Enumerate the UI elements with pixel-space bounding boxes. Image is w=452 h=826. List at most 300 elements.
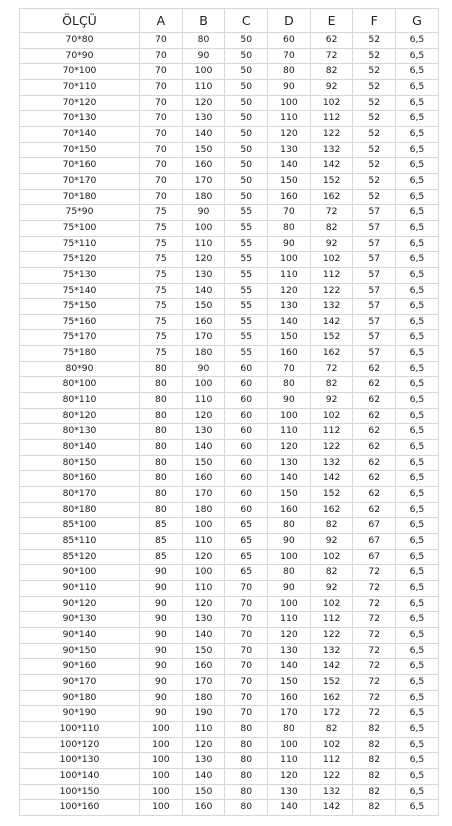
cell-a: 90 xyxy=(140,612,183,628)
cell-e: 92 xyxy=(310,580,353,596)
cell-olcu: 90*150 xyxy=(20,643,140,659)
cell-a: 90 xyxy=(140,690,183,706)
cell-c: 55 xyxy=(225,220,268,236)
cell-d: 100 xyxy=(268,549,311,565)
cell-olcu: 80*90 xyxy=(20,361,140,377)
table-row xyxy=(20,283,439,299)
cell-olcu: 100*150 xyxy=(20,784,140,800)
table-row xyxy=(20,173,439,189)
cell-f: 67 xyxy=(353,518,396,534)
cell-f: 62 xyxy=(353,502,396,518)
size-table-container xyxy=(19,8,438,816)
cell-b: 120 xyxy=(182,408,225,424)
cell-e: 102 xyxy=(310,549,353,565)
cell-a: 75 xyxy=(140,330,183,346)
cell-d: 110 xyxy=(268,753,311,769)
cell-f: 82 xyxy=(353,721,396,737)
cell-a: 70 xyxy=(140,126,183,142)
cell-c: 60 xyxy=(225,408,268,424)
cell-c: 70 xyxy=(225,659,268,675)
cell-d: 80 xyxy=(268,518,311,534)
cell-f: 57 xyxy=(353,252,396,268)
cell-b: 130 xyxy=(182,612,225,628)
table-row xyxy=(20,612,439,628)
cell-g: 6,5 xyxy=(396,252,439,268)
cell-c: 50 xyxy=(225,142,268,158)
header-olcu: ÖLÇÜ xyxy=(20,9,140,33)
cell-e: 82 xyxy=(310,64,353,80)
cell-e: 132 xyxy=(310,299,353,315)
cell-b: 130 xyxy=(182,424,225,440)
cell-g: 6,5 xyxy=(396,283,439,299)
cell-e: 82 xyxy=(310,721,353,737)
cell-f: 82 xyxy=(353,768,396,784)
table-row xyxy=(20,659,439,675)
cell-olcu: 80*110 xyxy=(20,393,140,409)
cell-b: 160 xyxy=(182,471,225,487)
cell-g: 6,5 xyxy=(396,330,439,346)
table-row xyxy=(20,64,439,80)
cell-b: 180 xyxy=(182,502,225,518)
cell-olcu: 85*120 xyxy=(20,549,140,565)
cell-f: 62 xyxy=(353,471,396,487)
cell-e: 82 xyxy=(310,518,353,534)
cell-c: 50 xyxy=(225,64,268,80)
cell-d: 150 xyxy=(268,487,311,503)
cell-a: 80 xyxy=(140,424,183,440)
table-row xyxy=(20,424,439,440)
cell-g: 6,5 xyxy=(396,721,439,737)
cell-g: 6,5 xyxy=(396,502,439,518)
cell-olcu: 80*100 xyxy=(20,377,140,393)
cell-e: 112 xyxy=(310,612,353,628)
cell-f: 52 xyxy=(353,48,396,64)
cell-olcu: 80*160 xyxy=(20,471,140,487)
cell-g: 6,5 xyxy=(396,126,439,142)
cell-f: 72 xyxy=(353,706,396,722)
cell-f: 72 xyxy=(353,627,396,643)
cell-g: 6,5 xyxy=(396,424,439,440)
cell-d: 120 xyxy=(268,126,311,142)
cell-f: 57 xyxy=(353,314,396,330)
cell-e: 72 xyxy=(310,48,353,64)
cell-a: 80 xyxy=(140,393,183,409)
cell-g: 6,5 xyxy=(396,471,439,487)
cell-olcu: 70*150 xyxy=(20,142,140,158)
cell-olcu: 100*110 xyxy=(20,721,140,737)
cell-d: 130 xyxy=(268,784,311,800)
cell-a: 80 xyxy=(140,377,183,393)
cell-a: 70 xyxy=(140,64,183,80)
table-row xyxy=(20,690,439,706)
cell-e: 102 xyxy=(310,737,353,753)
cell-olcu: 75*180 xyxy=(20,346,140,362)
cell-b: 160 xyxy=(182,800,225,816)
cell-f: 57 xyxy=(353,236,396,252)
cell-a: 80 xyxy=(140,440,183,456)
table-row xyxy=(20,487,439,503)
table-body xyxy=(20,33,439,816)
table-header-row xyxy=(20,9,439,33)
cell-c: 65 xyxy=(225,549,268,565)
cell-c: 60 xyxy=(225,424,268,440)
table-row xyxy=(20,205,439,221)
cell-c: 70 xyxy=(225,706,268,722)
cell-olcu: 70*100 xyxy=(20,64,140,80)
table-row xyxy=(20,502,439,518)
table-row xyxy=(20,518,439,534)
cell-e: 82 xyxy=(310,377,353,393)
cell-f: 62 xyxy=(353,361,396,377)
table-row xyxy=(20,534,439,550)
cell-f: 57 xyxy=(353,220,396,236)
cell-f: 57 xyxy=(353,283,396,299)
cell-b: 100 xyxy=(182,518,225,534)
size-table xyxy=(19,8,439,816)
cell-f: 72 xyxy=(353,580,396,596)
cell-g: 6,5 xyxy=(396,487,439,503)
cell-d: 80 xyxy=(268,565,311,581)
cell-f: 67 xyxy=(353,534,396,550)
cell-b: 140 xyxy=(182,126,225,142)
cell-b: 120 xyxy=(182,549,225,565)
cell-e: 62 xyxy=(310,33,353,49)
cell-e: 152 xyxy=(310,330,353,346)
cell-d: 120 xyxy=(268,768,311,784)
cell-d: 90 xyxy=(268,580,311,596)
table-row xyxy=(20,455,439,471)
table-row xyxy=(20,784,439,800)
cell-olcu: 70*90 xyxy=(20,48,140,64)
cell-e: 132 xyxy=(310,142,353,158)
cell-c: 70 xyxy=(225,643,268,659)
cell-c: 55 xyxy=(225,346,268,362)
cell-olcu: 75*130 xyxy=(20,267,140,283)
cell-b: 120 xyxy=(182,95,225,111)
cell-b: 140 xyxy=(182,283,225,299)
cell-olcu: 80*120 xyxy=(20,408,140,424)
cell-olcu: 75*100 xyxy=(20,220,140,236)
cell-b: 100 xyxy=(182,377,225,393)
cell-b: 160 xyxy=(182,314,225,330)
cell-f: 52 xyxy=(353,126,396,142)
cell-a: 75 xyxy=(140,220,183,236)
cell-e: 72 xyxy=(310,205,353,221)
cell-c: 60 xyxy=(225,471,268,487)
cell-c: 60 xyxy=(225,440,268,456)
cell-f: 62 xyxy=(353,455,396,471)
cell-c: 60 xyxy=(225,377,268,393)
cell-b: 120 xyxy=(182,252,225,268)
cell-e: 162 xyxy=(310,690,353,706)
cell-a: 80 xyxy=(140,408,183,424)
cell-g: 6,5 xyxy=(396,64,439,80)
cell-g: 6,5 xyxy=(396,393,439,409)
cell-c: 65 xyxy=(225,565,268,581)
header-a: A xyxy=(140,9,183,33)
cell-a: 70 xyxy=(140,48,183,64)
cell-c: 70 xyxy=(225,612,268,628)
cell-olcu: 80*170 xyxy=(20,487,140,503)
cell-d: 120 xyxy=(268,283,311,299)
cell-b: 100 xyxy=(182,64,225,80)
cell-d: 70 xyxy=(268,205,311,221)
table-row xyxy=(20,330,439,346)
cell-d: 140 xyxy=(268,314,311,330)
table-row xyxy=(20,768,439,784)
cell-a: 100 xyxy=(140,768,183,784)
cell-olcu: 70*110 xyxy=(20,79,140,95)
cell-c: 50 xyxy=(225,189,268,205)
cell-g: 6,5 xyxy=(396,377,439,393)
cell-c: 70 xyxy=(225,627,268,643)
cell-b: 160 xyxy=(182,158,225,174)
cell-d: 100 xyxy=(268,252,311,268)
cell-e: 142 xyxy=(310,314,353,330)
cell-b: 180 xyxy=(182,346,225,362)
cell-c: 50 xyxy=(225,33,268,49)
table-row xyxy=(20,189,439,205)
cell-b: 150 xyxy=(182,455,225,471)
cell-c: 60 xyxy=(225,502,268,518)
cell-b: 110 xyxy=(182,580,225,596)
cell-g: 6,5 xyxy=(396,565,439,581)
cell-b: 140 xyxy=(182,440,225,456)
table-row xyxy=(20,721,439,737)
cell-g: 6,5 xyxy=(396,768,439,784)
cell-b: 180 xyxy=(182,189,225,205)
cell-g: 6,5 xyxy=(396,800,439,816)
cell-a: 90 xyxy=(140,565,183,581)
table-row xyxy=(20,252,439,268)
table-row xyxy=(20,111,439,127)
cell-f: 82 xyxy=(353,784,396,800)
cell-f: 72 xyxy=(353,612,396,628)
cell-f: 52 xyxy=(353,189,396,205)
cell-c: 80 xyxy=(225,784,268,800)
cell-e: 162 xyxy=(310,189,353,205)
cell-a: 80 xyxy=(140,455,183,471)
table-row xyxy=(20,753,439,769)
cell-f: 52 xyxy=(353,95,396,111)
cell-g: 6,5 xyxy=(396,314,439,330)
cell-d: 100 xyxy=(268,408,311,424)
cell-g: 6,5 xyxy=(396,596,439,612)
header-d: D xyxy=(268,9,311,33)
cell-e: 72 xyxy=(310,361,353,377)
cell-a: 90 xyxy=(140,643,183,659)
cell-a: 75 xyxy=(140,314,183,330)
cell-a: 80 xyxy=(140,361,183,377)
table-row xyxy=(20,800,439,816)
cell-g: 6,5 xyxy=(396,737,439,753)
cell-b: 180 xyxy=(182,690,225,706)
table-row xyxy=(20,674,439,690)
table-row xyxy=(20,48,439,64)
table-row xyxy=(20,706,439,722)
cell-c: 65 xyxy=(225,518,268,534)
cell-d: 100 xyxy=(268,596,311,612)
cell-d: 140 xyxy=(268,659,311,675)
cell-a: 70 xyxy=(140,111,183,127)
cell-d: 160 xyxy=(268,346,311,362)
cell-f: 52 xyxy=(353,33,396,49)
cell-c: 70 xyxy=(225,690,268,706)
cell-a: 80 xyxy=(140,487,183,503)
cell-olcu: 70*160 xyxy=(20,158,140,174)
cell-c: 50 xyxy=(225,48,268,64)
cell-e: 112 xyxy=(310,111,353,127)
cell-f: 57 xyxy=(353,267,396,283)
cell-olcu: 80*180 xyxy=(20,502,140,518)
cell-g: 6,5 xyxy=(396,158,439,174)
table-row xyxy=(20,95,439,111)
cell-olcu: 75*120 xyxy=(20,252,140,268)
cell-a: 90 xyxy=(140,659,183,675)
cell-c: 70 xyxy=(225,674,268,690)
cell-olcu: 90*190 xyxy=(20,706,140,722)
header-g: G xyxy=(396,9,439,33)
table-row xyxy=(20,408,439,424)
table-row xyxy=(20,596,439,612)
table-row xyxy=(20,299,439,315)
cell-d: 80 xyxy=(268,377,311,393)
cell-c: 55 xyxy=(225,299,268,315)
cell-b: 130 xyxy=(182,267,225,283)
cell-f: 57 xyxy=(353,205,396,221)
cell-olcu: 70*80 xyxy=(20,33,140,49)
cell-olcu: 80*150 xyxy=(20,455,140,471)
cell-e: 142 xyxy=(310,659,353,675)
cell-e: 132 xyxy=(310,455,353,471)
cell-g: 6,5 xyxy=(396,48,439,64)
cell-f: 72 xyxy=(353,659,396,675)
cell-d: 110 xyxy=(268,267,311,283)
cell-a: 75 xyxy=(140,236,183,252)
cell-a: 100 xyxy=(140,753,183,769)
cell-g: 6,5 xyxy=(396,408,439,424)
cell-d: 90 xyxy=(268,79,311,95)
cell-g: 6,5 xyxy=(396,440,439,456)
cell-b: 120 xyxy=(182,596,225,612)
cell-d: 160 xyxy=(268,502,311,518)
cell-g: 6,5 xyxy=(396,142,439,158)
cell-f: 82 xyxy=(353,800,396,816)
cell-a: 85 xyxy=(140,518,183,534)
cell-d: 110 xyxy=(268,612,311,628)
cell-b: 90 xyxy=(182,361,225,377)
table-row xyxy=(20,33,439,49)
cell-e: 102 xyxy=(310,596,353,612)
cell-c: 60 xyxy=(225,393,268,409)
cell-f: 62 xyxy=(353,393,396,409)
cell-c: 60 xyxy=(225,361,268,377)
cell-a: 100 xyxy=(140,784,183,800)
cell-g: 6,5 xyxy=(396,580,439,596)
cell-f: 62 xyxy=(353,440,396,456)
cell-d: 90 xyxy=(268,393,311,409)
cell-d: 140 xyxy=(268,471,311,487)
cell-e: 82 xyxy=(310,220,353,236)
cell-a: 75 xyxy=(140,299,183,315)
cell-d: 60 xyxy=(268,33,311,49)
cell-olcu: 75*170 xyxy=(20,330,140,346)
cell-e: 102 xyxy=(310,252,353,268)
cell-c: 60 xyxy=(225,455,268,471)
cell-d: 70 xyxy=(268,361,311,377)
table-row xyxy=(20,361,439,377)
cell-b: 90 xyxy=(182,205,225,221)
cell-f: 62 xyxy=(353,377,396,393)
cell-b: 130 xyxy=(182,111,225,127)
cell-g: 6,5 xyxy=(396,612,439,628)
cell-d: 130 xyxy=(268,142,311,158)
cell-f: 62 xyxy=(353,408,396,424)
cell-d: 140 xyxy=(268,800,311,816)
cell-f: 82 xyxy=(353,737,396,753)
cell-c: 55 xyxy=(225,236,268,252)
cell-g: 6,5 xyxy=(396,534,439,550)
cell-a: 100 xyxy=(140,737,183,753)
cell-g: 6,5 xyxy=(396,627,439,643)
cell-olcu: 100*160 xyxy=(20,800,140,816)
cell-g: 6,5 xyxy=(396,299,439,315)
cell-d: 110 xyxy=(268,111,311,127)
table-row xyxy=(20,440,439,456)
cell-d: 80 xyxy=(268,64,311,80)
table-row xyxy=(20,549,439,565)
cell-g: 6,5 xyxy=(396,784,439,800)
cell-c: 70 xyxy=(225,580,268,596)
cell-b: 100 xyxy=(182,565,225,581)
cell-a: 70 xyxy=(140,189,183,205)
cell-e: 122 xyxy=(310,126,353,142)
cell-olcu: 85*110 xyxy=(20,534,140,550)
cell-c: 80 xyxy=(225,753,268,769)
cell-c: 70 xyxy=(225,596,268,612)
cell-f: 67 xyxy=(353,549,396,565)
cell-a: 70 xyxy=(140,173,183,189)
table-row xyxy=(20,236,439,252)
cell-g: 6,5 xyxy=(396,674,439,690)
cell-g: 6,5 xyxy=(396,753,439,769)
cell-g: 6,5 xyxy=(396,361,439,377)
header-b: B xyxy=(182,9,225,33)
cell-c: 55 xyxy=(225,267,268,283)
cell-e: 132 xyxy=(310,784,353,800)
cell-c: 50 xyxy=(225,111,268,127)
cell-d: 70 xyxy=(268,48,311,64)
cell-d: 150 xyxy=(268,674,311,690)
cell-g: 6,5 xyxy=(396,173,439,189)
cell-a: 90 xyxy=(140,596,183,612)
cell-d: 170 xyxy=(268,706,311,722)
cell-olcu: 70*170 xyxy=(20,173,140,189)
cell-e: 162 xyxy=(310,346,353,362)
cell-b: 140 xyxy=(182,768,225,784)
cell-f: 52 xyxy=(353,158,396,174)
table-row xyxy=(20,377,439,393)
cell-d: 130 xyxy=(268,455,311,471)
cell-a: 70 xyxy=(140,158,183,174)
table-row xyxy=(20,158,439,174)
cell-g: 6,5 xyxy=(396,33,439,49)
table-row xyxy=(20,565,439,581)
cell-d: 150 xyxy=(268,173,311,189)
cell-d: 80 xyxy=(268,220,311,236)
cell-d: 100 xyxy=(268,737,311,753)
cell-b: 80 xyxy=(182,33,225,49)
